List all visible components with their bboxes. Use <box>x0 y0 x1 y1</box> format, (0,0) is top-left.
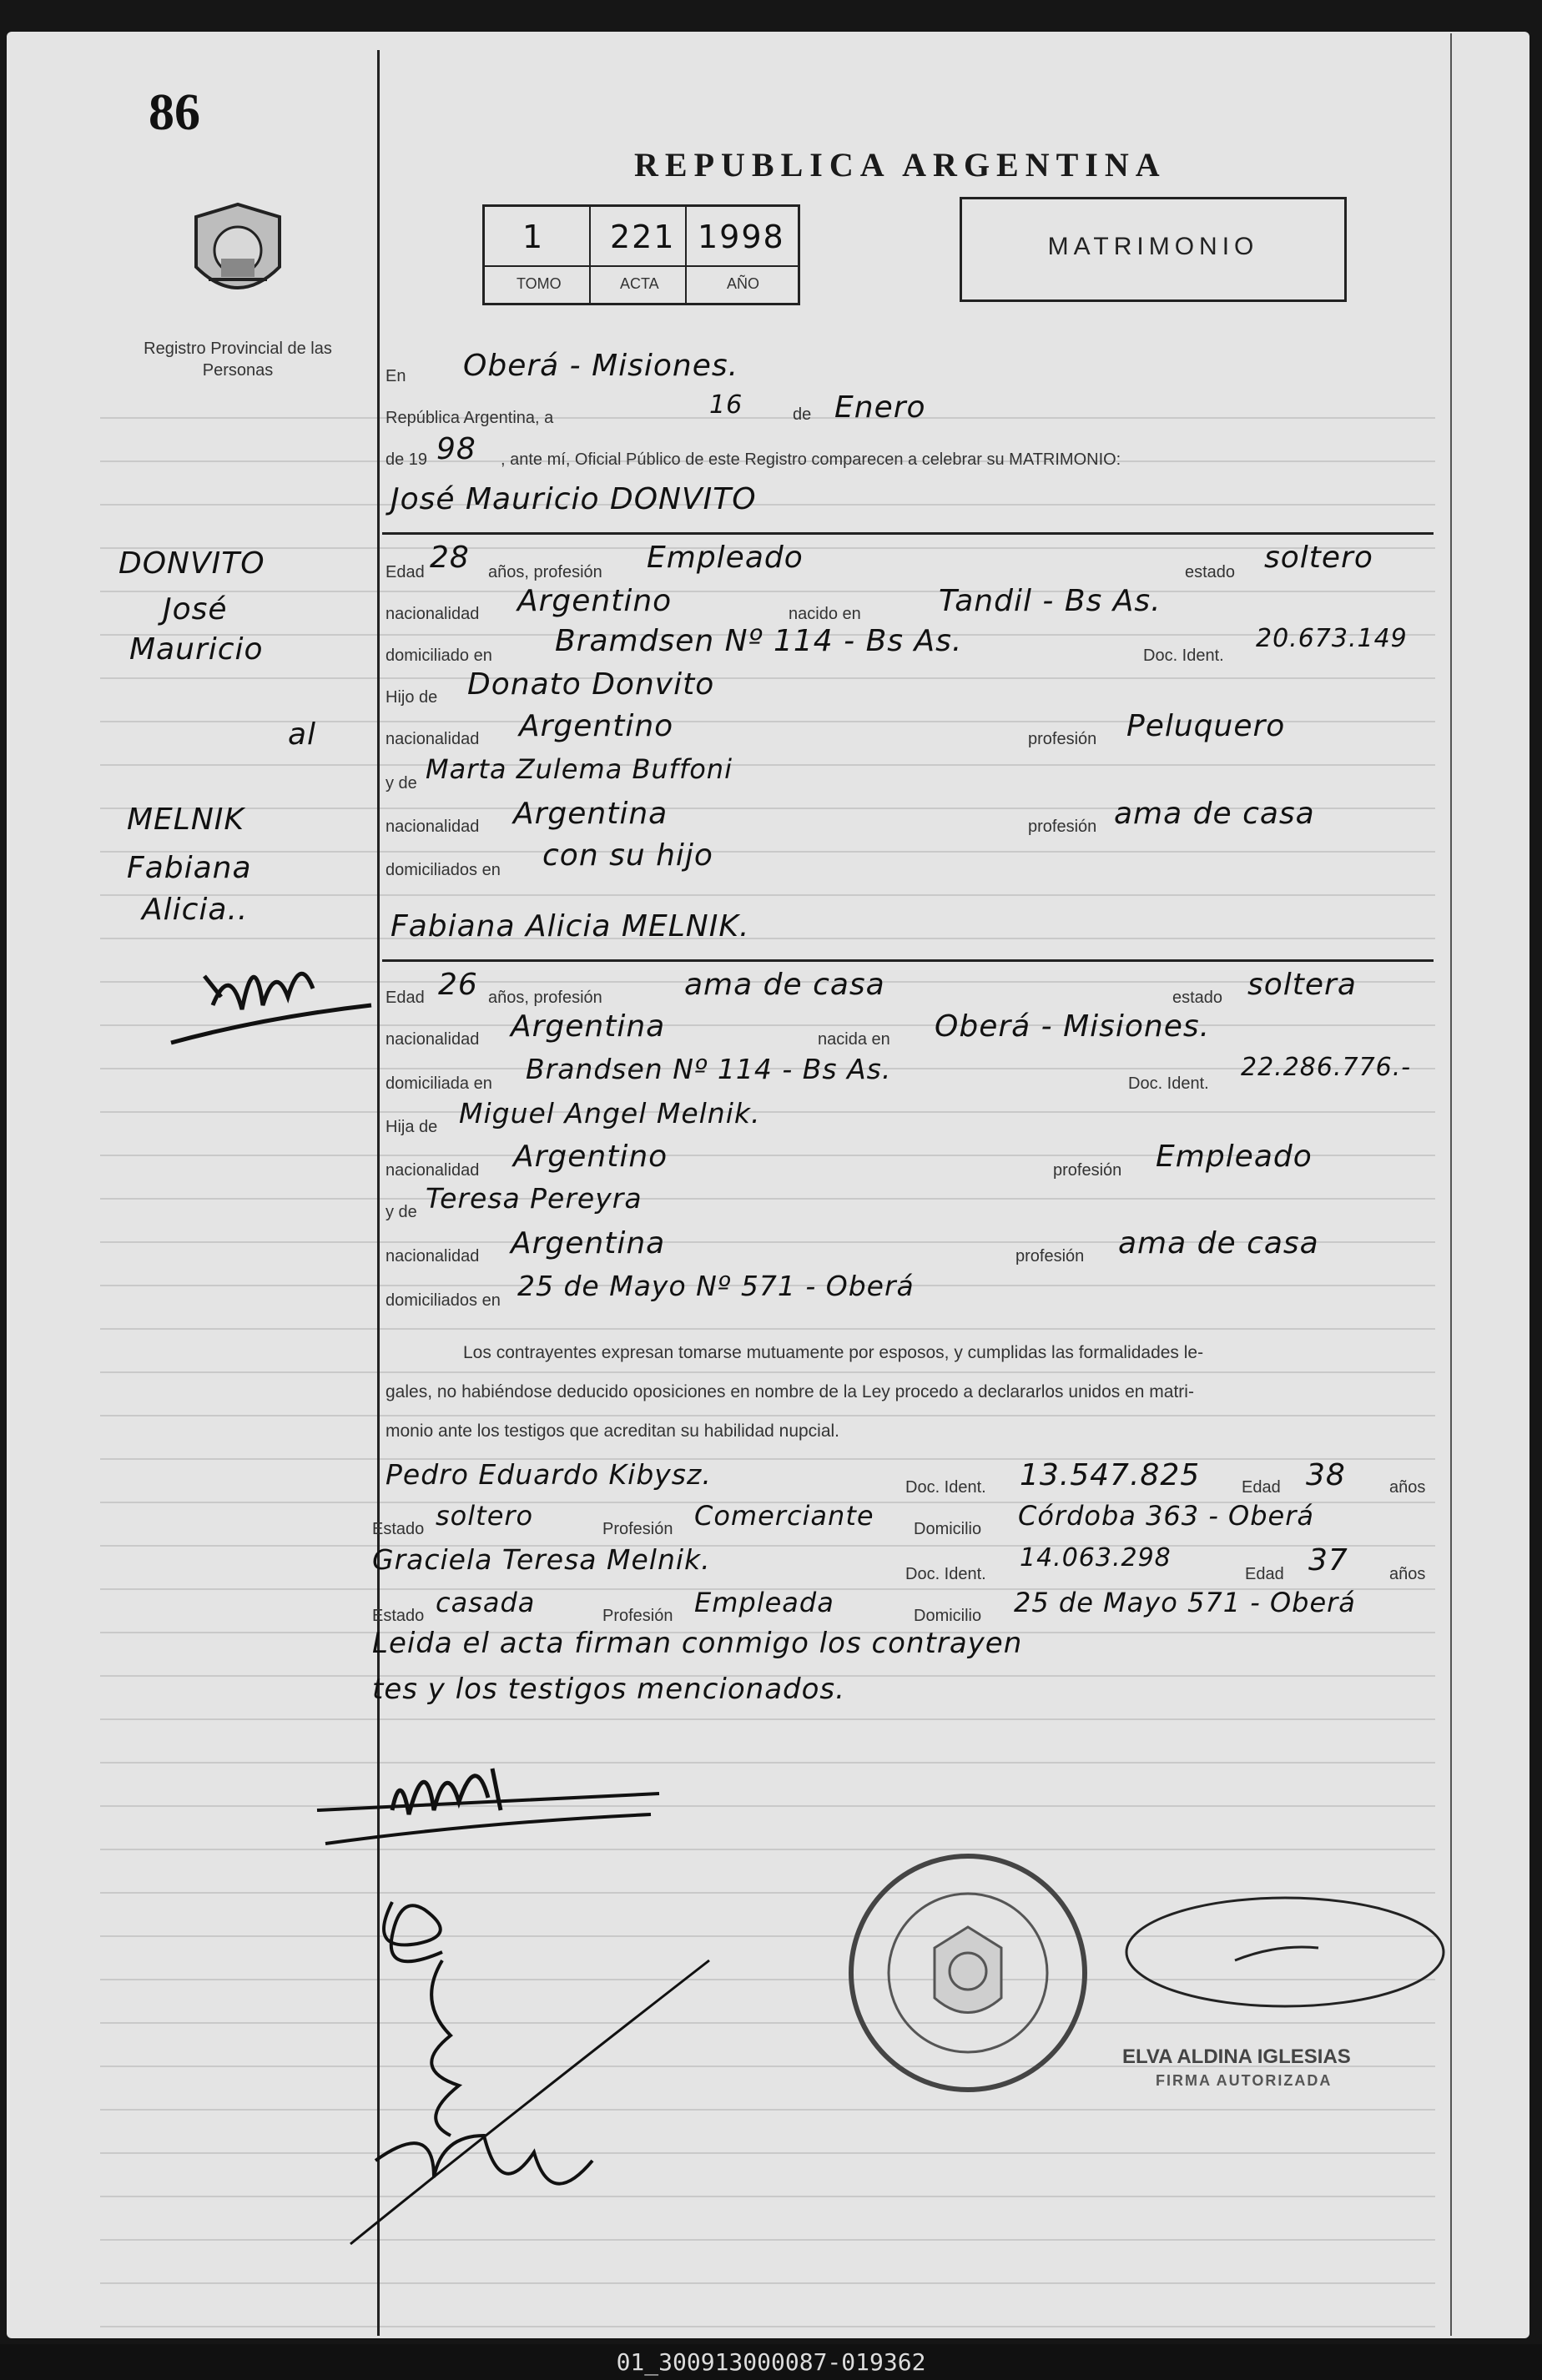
witness1-years-label: años <box>1389 1478 1426 1497</box>
de-label: de <box>793 405 812 424</box>
bride-doc: 22.286.776.- <box>1241 1053 1412 1082</box>
en-label: En <box>386 367 406 385</box>
bride-profession: ama de casa <box>684 968 885 1002</box>
ruled-line <box>100 1849 1435 1850</box>
ruled-line <box>100 677 1435 679</box>
groom-age-label: Edad <box>386 563 425 581</box>
registry-emblem-icon <box>188 200 288 313</box>
officiant-signature <box>309 1735 676 1852</box>
bride-mother-nat: Argentina <box>511 1226 666 1260</box>
ruled-line <box>100 2196 1435 2197</box>
witness-signatures <box>317 1885 718 2252</box>
bride-father: Miguel Angel Melnik. <box>459 1097 761 1130</box>
ruled-line <box>100 1198 1435 1200</box>
groom-father-label: Hijo de <box>386 688 438 707</box>
country-title: REPUBLICA ARGENTINA <box>634 146 1167 184</box>
ruled-line <box>100 1545 1435 1547</box>
witness2-addr-label: Domicilio <box>914 1607 982 1625</box>
bride-father-nat-label: nacionalidad <box>386 1161 480 1180</box>
groom-mother: Marta Zulema Buffoni <box>426 753 733 785</box>
ruled-line <box>100 2239 1435 2241</box>
groom-name-rule <box>382 532 1434 535</box>
groom-father: Donato Donvito <box>467 667 715 702</box>
bride-parents-addr: 25 de Mayo Nº 571 - Oberá <box>517 1270 915 1302</box>
ruled-line <box>100 1762 1435 1764</box>
witness2-doc-label: Doc. Ident. <box>905 1565 986 1583</box>
groom-status-label: estado <box>1185 563 1236 581</box>
groom-address-label: domiciliado en <box>386 647 492 665</box>
margin-bride-first: Fabiana <box>127 851 252 885</box>
official-title: FIRMA AUTORIZADA <box>1156 2072 1333 2089</box>
witness2-status: casada <box>436 1587 536 1618</box>
bride-mother-prof-label: profesión <box>1015 1247 1085 1265</box>
bride-profession-label: años, profesión <box>488 989 602 1007</box>
witness1-status: soltero <box>436 1500 534 1532</box>
groom-mother-label: y de <box>386 774 417 792</box>
bride-born: Oberá - Misiones. <box>935 1009 1211 1044</box>
bride-status-label: estado <box>1172 989 1223 1007</box>
groom-profession-label: años, profesión <box>488 563 602 581</box>
groom-father-prof: Peluquero <box>1126 709 1286 743</box>
bride-born-label: nacida en <box>818 1030 890 1049</box>
legal-text-line1: Los contrayentes expresan tomarse mutuamente por esposos, y cumplidas las formalidades le- <box>463 1343 1204 1362</box>
ruled-line <box>100 1328 1435 1330</box>
tomo-label: TOMO <box>517 275 562 292</box>
bride-mother-label: y de <box>386 1203 417 1221</box>
groom-doc: 20.673.149 <box>1256 624 1408 653</box>
official-signature <box>1060 1885 1452 2019</box>
witness2-prof-label: Profesión <box>602 1607 673 1625</box>
groom-nationality: Argentino <box>517 584 673 618</box>
margin-bride-middle: Alicia.. <box>142 893 249 927</box>
declaration-text: , ante mí, Oficial Público de este Registro comparecen a celebrar su MATRIMONIO: <box>501 450 1121 469</box>
bride-nationality: Argentina <box>511 1009 666 1044</box>
witness2-years-label: años <box>1389 1565 1426 1583</box>
groom-mother-prof: ama de casa <box>1114 797 1315 831</box>
registry-name: Registro Provincial de las Personas <box>144 340 332 380</box>
ruled-line <box>100 2109 1435 2111</box>
groom-profession: Empleado <box>647 541 804 575</box>
closing-line1: Leida el acta firman conmigo los contrayen <box>372 1627 1023 1660</box>
groom-full-name: José Mauricio DONVITO <box>391 482 757 516</box>
groom-born: Tandil - Bs As. <box>939 584 1162 618</box>
groom-age: 28 <box>430 541 470 575</box>
witness1-prof: Comerciante <box>694 1500 874 1532</box>
legal-text-line2: gales, no habiéndose deducido oposiciones en nombre de la Ley procedo a declararlos unidos en matri- <box>386 1382 1194 1401</box>
groom-parents-addr: con su hijo <box>542 838 713 873</box>
anio-value: 1998 <box>698 219 785 255</box>
witness1-age-label: Edad <box>1242 1478 1281 1497</box>
ruled-line <box>100 504 1435 506</box>
bride-age: 26 <box>438 968 478 1002</box>
ruled-line <box>100 2152 1435 2154</box>
witness1-status-label: Estado <box>372 1520 425 1538</box>
acta-label: ACTA <box>620 275 659 292</box>
ruled-line <box>100 1805 1435 1807</box>
bride-father-prof-label: profesión <box>1053 1161 1122 1180</box>
witness2-addr: 25 de Mayo 571 - Oberá <box>1014 1587 1356 1618</box>
groom-address: Bramdsen Nº 114 - Bs As. <box>555 624 963 658</box>
bride-mother: Teresa Pereyra <box>426 1182 642 1215</box>
margin-and: al <box>288 717 317 752</box>
bride-nationality-label: nacionalidad <box>386 1030 480 1049</box>
ruled-line <box>100 2326 1435 2327</box>
bride-mother-prof: ama de casa <box>1118 1226 1319 1260</box>
bride-status: soltera <box>1247 968 1357 1002</box>
groom-father-nat: Argentino <box>519 709 674 743</box>
scan-footer: 01_300913000087-019362 <box>0 2344 1542 2380</box>
margin-bride-surname: MELNIK <box>127 803 245 837</box>
witness2-doc: 14.063.298 <box>1020 1543 1172 1572</box>
ruled-line <box>100 851 1435 853</box>
witness1-prof-label: Profesión <box>602 1520 673 1538</box>
tomo-value: 1 <box>522 219 545 255</box>
bride-father-nat: Argentino <box>513 1140 668 1174</box>
groom-nationality-label: nacionalidad <box>386 605 480 623</box>
record-number-box <box>482 204 800 305</box>
bride-mother-nat-label: nacionalidad <box>386 1247 480 1265</box>
form-type: MATRIMONIO <box>1047 233 1259 260</box>
bride-father-prof: Empleado <box>1156 1140 1313 1174</box>
witness1-addr: Córdoba 363 - Oberá <box>1018 1500 1314 1532</box>
year-suffix: 98 <box>436 432 476 466</box>
witness2-age: 37 <box>1308 1543 1348 1577</box>
bride-address-label: domiciliada en <box>386 1074 492 1093</box>
margin-groom-middle: Mauricio <box>129 632 264 667</box>
groom-mother-prof-label: profesión <box>1028 818 1097 836</box>
ruled-line <box>100 1111 1435 1113</box>
ruled-line <box>100 417 1435 419</box>
page-number: 86 <box>149 84 200 141</box>
bride-name-rule <box>382 959 1434 962</box>
ruled-line <box>100 764 1435 766</box>
groom-mother-nat: Argentina <box>513 797 668 831</box>
groom-mother-nat-label: nacionalidad <box>386 818 480 836</box>
legal-text-line3: monio ante los testigos que acreditan su habilidad nupcial. <box>386 1421 840 1441</box>
margin-groom-surname: DONVITO <box>118 546 265 581</box>
ruled-line <box>100 2022 1435 2024</box>
ruled-line <box>100 1718 1435 1720</box>
bride-age-label: Edad <box>386 989 425 1007</box>
witness2-prof: Empleada <box>694 1587 834 1618</box>
groom-parents-addr-label: domiciliados en <box>386 861 501 879</box>
witness1-addr-label: Domicilio <box>914 1520 982 1538</box>
place-value: Oberá - Misiones. <box>463 349 739 383</box>
acta-value: 221 <box>610 219 676 255</box>
registry-seal-icon <box>843 1848 1093 2098</box>
margin-groom-first: José <box>163 592 228 626</box>
ruled-line <box>100 591 1435 592</box>
day-value: 16 <box>709 390 743 420</box>
closing-line2: tes y los testigos mencionados. <box>372 1673 845 1706</box>
witness2-status-label: Estado <box>372 1607 425 1625</box>
bride-parents-addr-label: domiciliados en <box>386 1291 501 1310</box>
ruled-line <box>100 2282 1435 2284</box>
bride-doc-label: Doc. Ident. <box>1128 1074 1209 1093</box>
anio-label: AÑO <box>727 275 760 292</box>
ruled-line <box>100 1458 1435 1460</box>
republic-label: República Argentina, a <box>386 409 554 427</box>
form-type-box <box>960 197 1347 302</box>
witness1-doc: 13.547.825 <box>1020 1458 1201 1492</box>
official-name: ELVA ALDINA IGLESIAS <box>1122 2045 1351 2068</box>
ruled-line <box>100 894 1435 896</box>
bride-address: Brandsen Nº 114 - Bs As. <box>526 1053 892 1085</box>
groom-father-nat-label: nacionalidad <box>386 730 480 748</box>
groom-father-prof-label: profesión <box>1028 730 1097 748</box>
bride-full-name: Fabiana Alicia MELNIK. <box>391 909 750 943</box>
witness1-age: 38 <box>1306 1458 1346 1492</box>
year-prefix: de 19 <box>386 450 428 469</box>
margin-signature <box>163 938 380 1055</box>
groom-doc-label: Doc. Ident. <box>1143 647 1224 665</box>
witness1-name: Pedro Eduardo Kibysz. <box>386 1458 712 1491</box>
witness1-doc-label: Doc. Ident. <box>905 1478 986 1497</box>
month-value: Enero <box>834 390 926 425</box>
bride-father-label: Hija de <box>386 1118 438 1136</box>
groom-born-label: nacido en <box>789 605 861 623</box>
witness2-age-label: Edad <box>1245 1565 1284 1583</box>
witness2-name: Graciela Teresa Melnik. <box>372 1543 711 1576</box>
groom-status: soltero <box>1264 541 1373 575</box>
